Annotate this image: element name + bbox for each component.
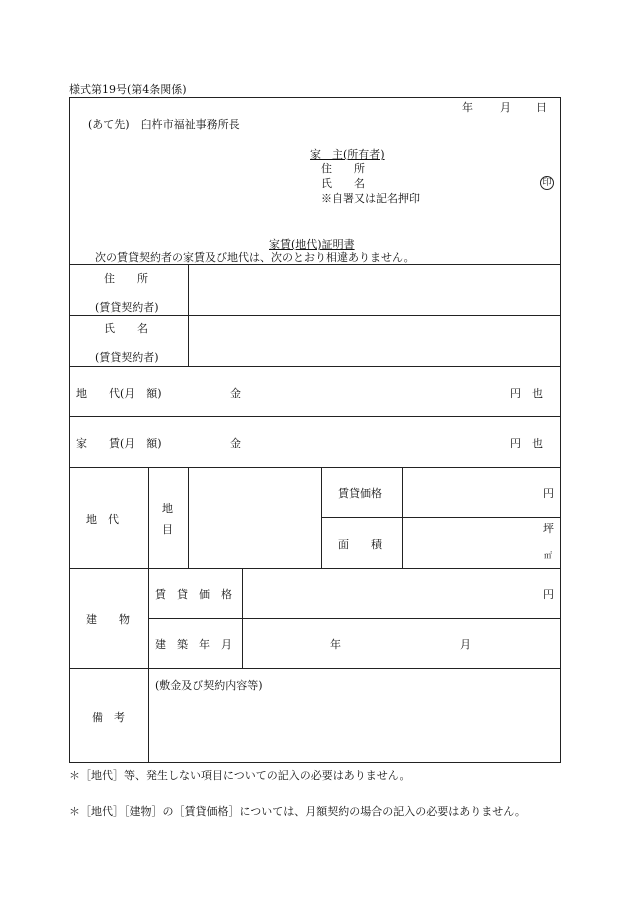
certificate-title: 家賃(地代)証明書 bbox=[269, 238, 355, 251]
house-rent-unit: 円 也 bbox=[510, 437, 543, 450]
tenant-address-label: 住 所 bbox=[104, 272, 148, 285]
land-rent-label: 地 代(月 額) bbox=[76, 387, 162, 400]
row-divider bbox=[69, 467, 561, 468]
land-rent-unit: 円 也 bbox=[510, 387, 543, 400]
building-built-label: 建 築 年 月 bbox=[155, 638, 232, 651]
land-area-label: 面 積 bbox=[338, 538, 382, 551]
note-2: ＊［地代］［建物］の［賃貸価格］については、月額契約の場合の記入の必要はありません。 bbox=[69, 805, 526, 818]
land-rental-price-label: 賃貸価格 bbox=[338, 487, 382, 500]
row-divider bbox=[69, 315, 561, 316]
land-category-label-2: 目 bbox=[162, 523, 173, 536]
row-divider bbox=[148, 618, 561, 619]
date-day: 日 bbox=[536, 101, 547, 114]
column-divider bbox=[321, 467, 322, 568]
certificate-statement: 次の賃貸契約者の家賃及び地代は、次のとおり相違ありません。 bbox=[95, 251, 415, 264]
column-divider bbox=[242, 568, 243, 668]
owner-name-label: 氏 名 bbox=[321, 177, 365, 190]
note-1: ＊［地代］等、発生しない項目についての記入の必要はありません。 bbox=[69, 769, 411, 782]
remarks-label: 備 考 bbox=[92, 711, 125, 724]
column-divider bbox=[148, 467, 149, 763]
building-month-unit: 月 bbox=[460, 638, 471, 651]
house-rent-label: 家 賃(月 額) bbox=[76, 437, 162, 450]
land-label: 地 代 bbox=[86, 513, 119, 526]
row-divider bbox=[69, 668, 561, 669]
tenant-name-sublabel: (賃貸契約者) bbox=[95, 351, 159, 364]
house-rent-kin: 金 bbox=[230, 437, 241, 450]
seal-icon: 印 bbox=[540, 176, 554, 190]
land-rent-kin: 金 bbox=[230, 387, 241, 400]
building-year-unit: 年 bbox=[330, 638, 341, 651]
date-month: 月 bbox=[500, 101, 511, 114]
row-divider bbox=[69, 366, 561, 367]
signature-note: ※自署又は記名押印 bbox=[321, 192, 420, 205]
column-divider bbox=[188, 467, 189, 568]
seal-mark bbox=[540, 175, 554, 190]
land-category-label-1: 地 bbox=[162, 502, 173, 515]
land-sqm-unit: ㎡ bbox=[544, 551, 552, 560]
row-divider bbox=[69, 416, 561, 417]
tenant-address-sublabel: (賃貸契約者) bbox=[95, 301, 159, 314]
form-number: 様式第19号(第4条関係) bbox=[69, 83, 187, 96]
date-year: 年 bbox=[462, 101, 473, 114]
remarks-hint: (敷金及び契約内容等) bbox=[155, 679, 263, 692]
owner-address-label: 住 所 bbox=[321, 162, 365, 175]
form-table bbox=[69, 97, 561, 763]
building-rental-price-unit: 円 bbox=[543, 588, 554, 601]
row-divider bbox=[321, 517, 561, 518]
land-rental-price-unit: 円 bbox=[543, 487, 554, 500]
building-rental-price-label: 賃 貸 価 格 bbox=[155, 588, 232, 601]
row-divider bbox=[69, 568, 561, 569]
addressee: (あて先) 臼杵市福祉事務所長 bbox=[88, 118, 240, 131]
column-divider bbox=[402, 467, 403, 568]
land-tsubo-unit: 坪 bbox=[543, 522, 554, 535]
building-label: 建 物 bbox=[86, 613, 130, 626]
tenant-name-label: 氏 名 bbox=[104, 322, 148, 335]
column-divider bbox=[188, 264, 189, 366]
owner-title: 家 主(所有者) bbox=[310, 148, 385, 161]
